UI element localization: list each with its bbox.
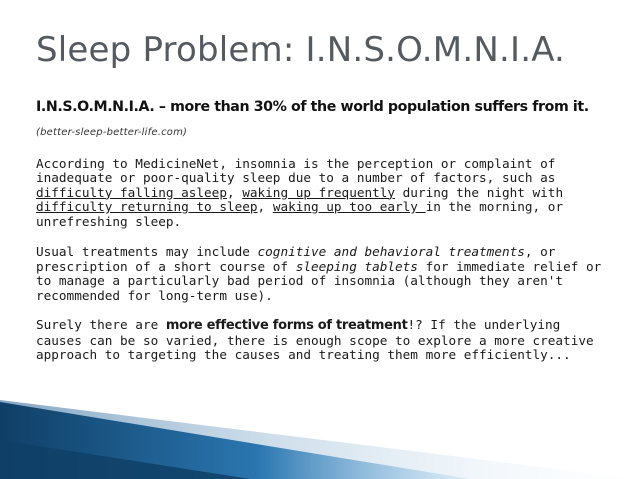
symptom-waking-up-frequently: waking up frequently [242, 184, 396, 200]
emphasis-effective-treatment: more effective forms of treatment [165, 318, 408, 333]
wedge-dark-base [0, 440, 250, 479]
definition-text-1: According to MedicineNet, insomnia is the perception or complaint of inadequate or poor-quality sleep due to a number of factors, such as [36, 155, 556, 185]
paragraph-treatments [36, 245, 606, 303]
slide-title: Sleep Problem: I.N.S.O.M.N.I.A. [36, 30, 566, 70]
conclusion-text-2: !? If the underlying causes can be so varied, there is enough scope to explore a more creative approach to targeting the causes and treating them more efficiently... [36, 317, 594, 362]
source-citation: (better-sleep-better-life.com) [36, 126, 188, 138]
treatments-text-2: , or prescription of a short course of [36, 244, 556, 274]
wedge-shadow-shape [0, 400, 638, 479]
paragraph-definition [36, 157, 606, 230]
treatments-text-3: for immediate relief or to manage a particularly bad period of insomnia (although they aren't recommended for long-term use). [36, 258, 602, 303]
treatment-sleeping-tablets: sleeping tablets [295, 258, 418, 274]
conclusion-text-1: Surely there are [36, 317, 166, 332]
slide-body [36, 100, 606, 363]
treatments-text-1: Usual treatments may include [36, 244, 258, 259]
treatment-cognitive-behavioral: cognitive and behavioral treatments [257, 244, 525, 259]
symptom-difficulty-returning-to-sleep: difficulty returning to sleep [36, 199, 258, 214]
symptom-difficulty-falling-asleep: difficulty falling asleep [36, 184, 227, 200]
definition-text-2: , [226, 184, 243, 200]
definition-text-4: , [257, 199, 273, 214]
definition-text-5: in the morning, or unrefreshing sleep. [36, 199, 564, 229]
symptom-waking-up-too-early: waking up too early [272, 199, 426, 214]
definition-text-3: during the night with [395, 184, 564, 200]
wedge-main-shape [0, 402, 470, 479]
statistic-line: I.N.S.O.M.N.I.A. – more than 30% of the world population suffers from it. [36, 99, 589, 115]
paragraph-conclusion [36, 318, 606, 363]
